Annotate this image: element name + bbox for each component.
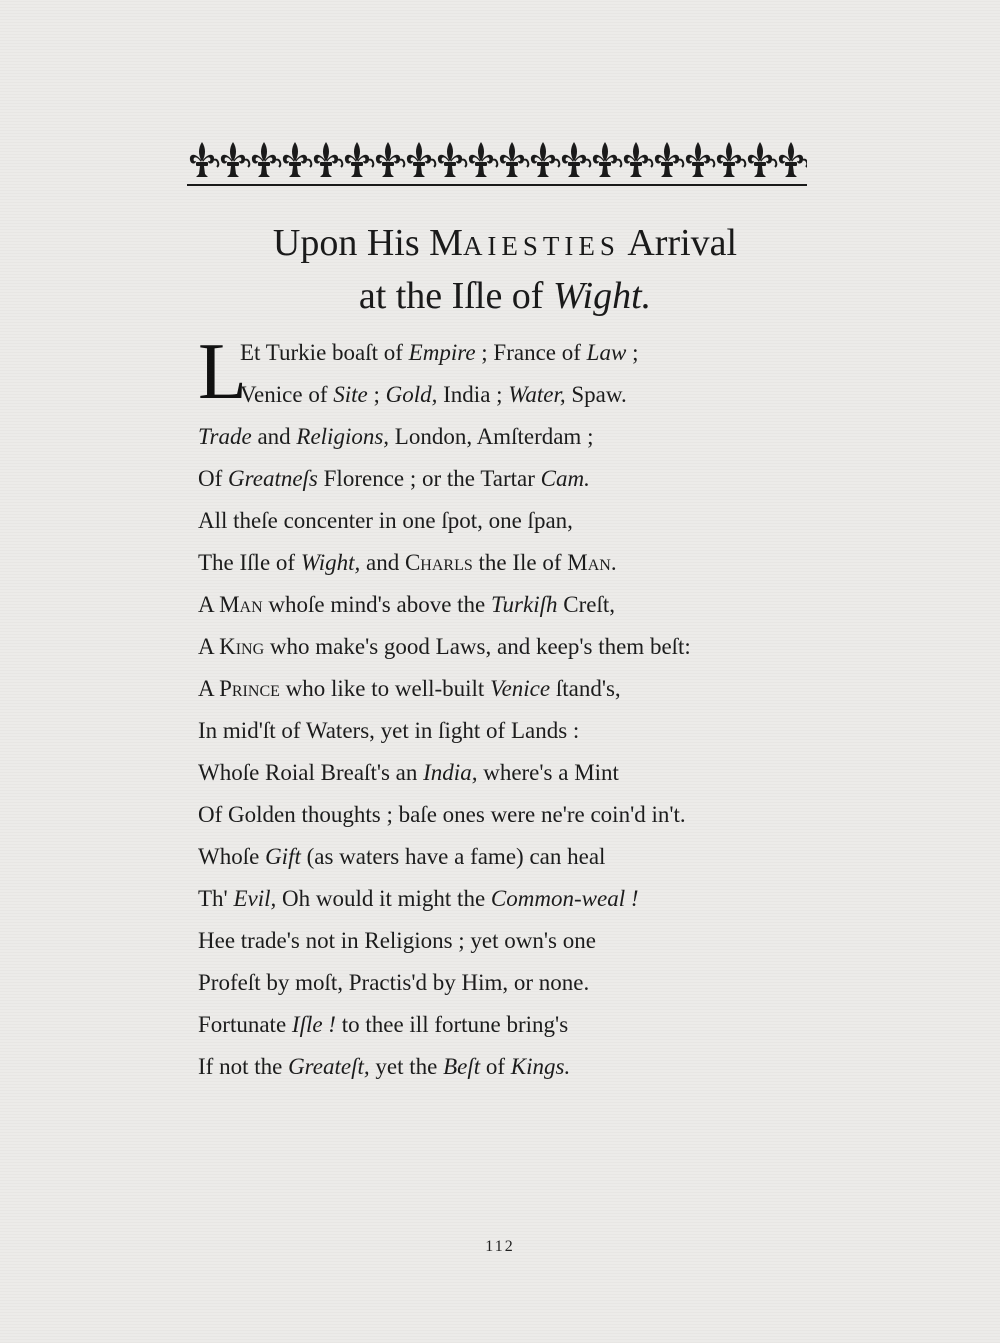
verse-line: Fortunate Iſle ! to thee ill fortune bring's (198, 1012, 569, 1037)
title-small-caps: AIESTIES (462, 231, 620, 261)
title-line-2 (150, 271, 860, 321)
verse-line: Whoſe Roial Breaſt's an India, where's a Mint (198, 760, 619, 785)
verse-line: Whoſe Gift (as waters have a fame) can heal (198, 844, 606, 869)
fleur-de-lis-icon (655, 142, 683, 177)
page-number: 112 (485, 1238, 515, 1255)
fleur-de-lis-icon (562, 142, 590, 177)
fleur-de-lis-icon (221, 142, 249, 177)
fleur-de-lis-icon (779, 142, 807, 177)
fleur-de-lis-icon (500, 142, 528, 177)
fleur-de-lis-icon (624, 142, 652, 177)
poem-title (150, 218, 860, 321)
fleur-de-lis-icon (252, 142, 280, 177)
verse-line: A King who make's good Laws, and keep's them beſt: (198, 634, 691, 659)
verse-line: A Man whoſe mind's above the Turkiſh Creſt, (198, 592, 615, 617)
verse-line: In mid'ſt of Waters, yet in ſight of Lands : (198, 718, 580, 743)
verse-line: Th' Evil, Oh would it might the Common-weal ! (198, 886, 639, 911)
fleur-de-lis-icon (438, 142, 466, 177)
fleur-de-lis-icon (376, 142, 404, 177)
title-text: Arrival (619, 222, 738, 264)
verse-line: Venice of Site ; Gold, India ; Water, Spaw. (240, 382, 627, 407)
fleur-de-lis-icon (717, 142, 745, 177)
title-line-1 (150, 218, 860, 271)
verse-line: Of Golden thoughts ; baſe ones were ne're coin'd in't. (198, 802, 686, 827)
title-text: at the Iſle of (358, 275, 553, 317)
verse-line: Profeſt by moſt, Practis'd by Him, or none. (198, 970, 590, 995)
verse-line: Et Turkie boaſt of Empire ; France of Law ; (240, 340, 639, 365)
verse-line: Hee trade's not in Religions ; yet own's one (198, 928, 596, 953)
fleur-de-lis-icon (345, 142, 373, 177)
verse-line: Trade and Religions, London, Amſterdam ; (198, 424, 594, 449)
fleur-de-lis-icon (190, 142, 218, 177)
fleur-de-lis-icon (686, 142, 714, 177)
title-text: Upon His (272, 222, 430, 264)
verse-line: If not the Greateſt, yet the Beſt of Kings. (198, 1054, 571, 1079)
drop-cap: L (198, 328, 247, 416)
poem-body (198, 328, 838, 1088)
verse-line: A Prince who like to well-built Venice ſtand's, (198, 676, 621, 701)
fleur-de-lis-icon (748, 142, 776, 177)
fleur-de-lis-border-icon (187, 130, 807, 188)
verse-line: All theſe concenter in one ſpot, one ſpan, (198, 508, 573, 533)
fleur-de-lis-icon (283, 142, 311, 177)
fleur-de-lis-icon (531, 142, 559, 177)
fleur-de-lis-icon (407, 142, 435, 177)
title-caps: M (429, 222, 463, 264)
fleur-de-lis-icon (469, 142, 497, 177)
verse-line: The Iſle of Wight, and Charls the Ile of Man. (198, 550, 617, 575)
title-italic: Wight. (552, 275, 652, 317)
fleur-de-lis-icon (593, 142, 621, 177)
fleur-de-lis-icon (314, 142, 342, 177)
verse-line: Of Greatneſs Florence ; or the Tartar Cam. (198, 466, 590, 491)
